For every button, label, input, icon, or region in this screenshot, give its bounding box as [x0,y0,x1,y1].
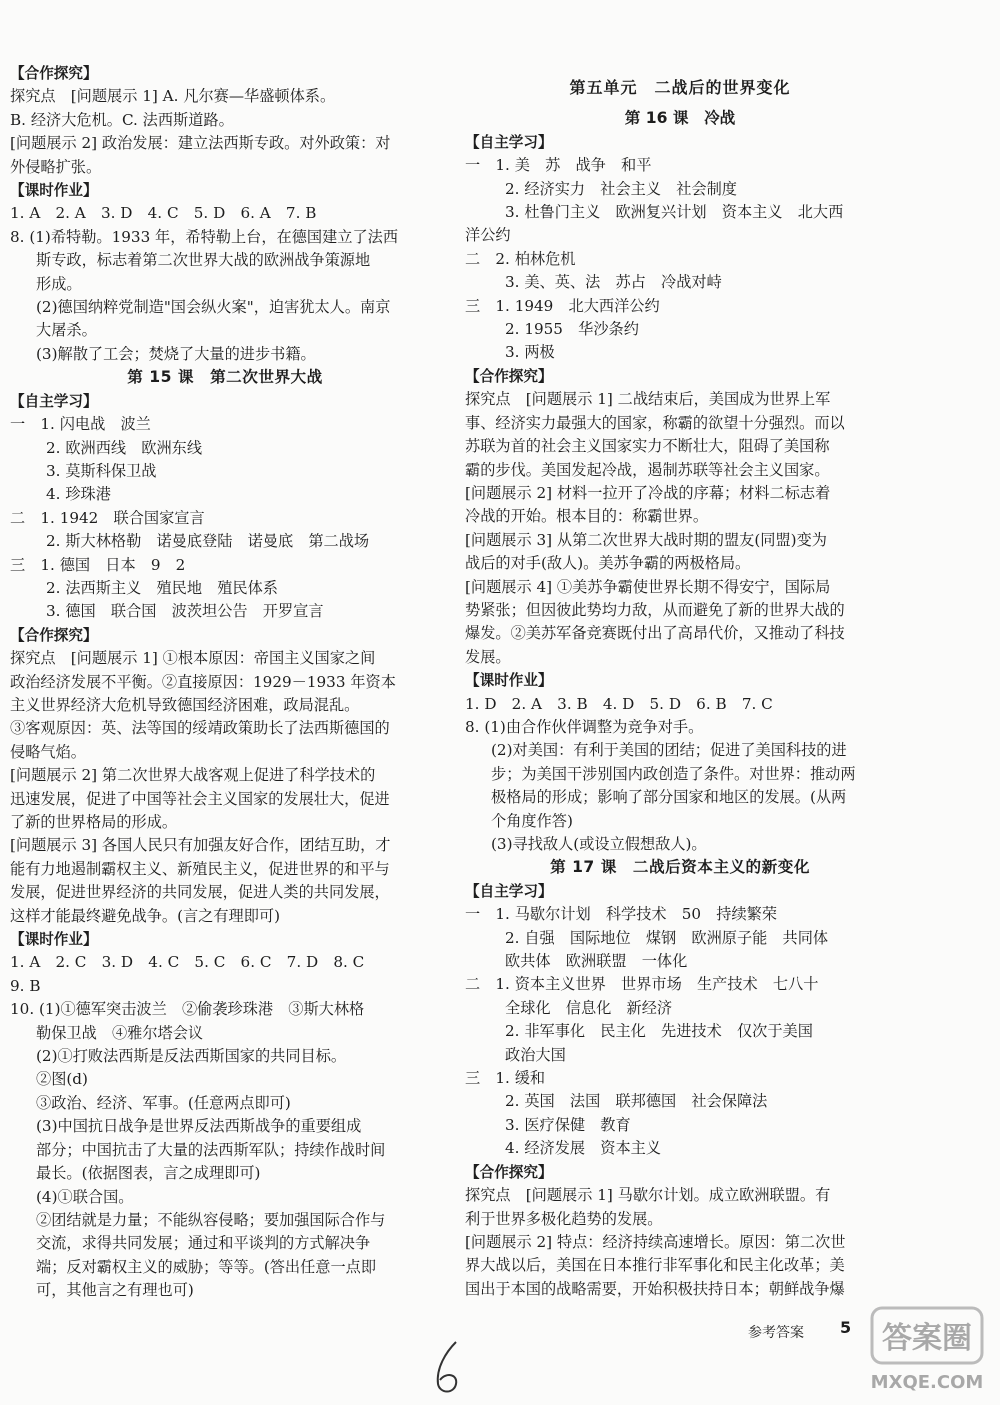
right-line: 界大战以后，美国在日本推行非军事化和民主化改革；美 [465,1256,845,1275]
left-line: 最长。(依据图表，言之成理即可) [36,1164,261,1183]
right-line: 极格局的形成；影响了部分国家和地区的发展。(从两 [491,788,847,807]
left-line: 一 1. 闪电战 波兰 [10,415,151,434]
left-line: 端；反对霸权主义的威胁；等等。(答出任意一点即 [36,1257,377,1276]
section-tag: 【合作探究】 [465,1163,553,1181]
right-line: 政治大国 [505,1045,566,1064]
left-line: 能有力地遏制霸权主义、新殖民主义，促进世界的和平与 [10,859,390,878]
right-line: 3. 美、英、法 苏占 冷战对峙 [505,273,722,292]
right-line: 探究点 [问题展示 1] 二战结束后，美国成为世界上军 [465,390,831,409]
left-line: 迅速发展，促进了中国等社会主义国家的发展壮大，促进 [10,789,390,808]
right-line: 发展。 [465,647,511,666]
lesson-title: 第 16 课 冷战 [624,109,736,128]
left-line: B. 经济大危机。C. 法西斯道路。 [10,110,234,129]
page-number: 5 [840,1318,852,1337]
handwritten-mark [428,1338,468,1398]
left-line: 探究点 [问题展示 1] A. 凡尔赛—华盛顿体系。 [10,87,336,106]
right-line: 二 2. 柏林危机 [465,249,576,268]
left-line: 2. 斯大林格勒 诺曼底登陆 诺曼底 第二战场 [46,532,370,551]
right-line: 苏联为首的社会主义国家实力不断壮大，阻碍了美国称 [465,437,830,456]
right-line: [问题展示 2] 材料一拉开了冷战的序幕；材料二标志着 [465,483,831,502]
left-line: (3)解散了工会；焚烧了大量的进步书籍。 [36,344,316,363]
right-line: 一 1. 马歇尔计划 科学技术 50 持续繁荣 [465,905,778,924]
right-line: 2. 自强 国际地位 煤钢 欧洲原子能 共同体 [505,928,829,947]
right-line: 3. 医疗保健 教育 [505,1115,631,1134]
right-line: 个角度作答) [491,811,573,830]
right-line: 2. 非军事化 民主化 先进技术 仅次于美国 [505,1022,813,1041]
footer-label: 参考答案 [748,1325,804,1341]
right-line: 4. 经济发展 资本主义 [505,1139,662,1158]
right-line: 2. 1955 华沙条约 [505,320,639,339]
left-line: 2. 欧洲西线 欧洲东线 [46,438,203,457]
section-tag: 【合作探究】 [10,626,98,644]
left-line: 部分；中国抗击了大量的法西斯军队；持续作战时间 [36,1140,386,1159]
lesson-title: 第五单元 二战后的世界变化 [569,78,791,97]
left-line: (2)①打败法西斯是反法西斯国家的共同目标。 [36,1047,347,1066]
left-line: 这样才能最终避免战争。(言之有理即可) [10,906,281,925]
right-line: 欧共体 欧洲联盟 一体化 [505,952,688,971]
right-column [465,62,895,1301]
left-line: [问题展示 2] 第二次世界大战客观上促进了科学技术的 [10,766,376,785]
section-tag: 【课时作业】 [10,182,98,200]
left-line: 二 1. 1942 联合国家宣言 [10,508,205,527]
right-line: 1. D 2. A 3. B 4. D 5. D 6. B 7. C [465,694,773,713]
right-line: 二 1. 资本主义世界 世界市场 生产技术 七八十 [465,975,819,994]
right-line: 冷战的开始。根本目的：称霸世界。 [465,507,708,526]
right-line: 爆发。②美苏军备竞赛既付出了高昂代价，又推动了科技 [465,624,845,643]
section-tag: 【课时作业】 [465,672,553,690]
left-line: 政治经济发展不平衡。②直接原因：1929－1933 年资本 [10,672,396,691]
left-line: 主义世界经济大危机导致德国经济困难，政局混乱。 [10,695,360,714]
right-line: 势紧张；但因彼此势均力敌，从而避免了新的世界大战的 [465,600,845,619]
right-line: [问题展示 3] 从第二次世界大战时期的盟友(同盟)变为 [465,530,827,549]
right-line: 探究点 [问题展示 1] 马歇尔计划。成立欧洲联盟。有 [465,1186,831,1205]
left-line: 10. (1)①德军突击波兰 ②偷袭珍珠港 ③斯大林格 [10,1000,365,1019]
right-line: 全球化 信息化 新经济 [505,998,673,1017]
right-line: 8. (1)由合作伙伴调整为竞争对手。 [465,717,704,736]
left-line: ②图(d) [36,1070,88,1089]
left-line: 斯专政，标志着第二次世界大战的欧洲战争策源地 [36,251,371,270]
lesson-title: 第 15 课 第二次世界大战 [127,368,323,387]
svg-text:MXQE.COM: MXQE.COM [870,1372,984,1393]
left-line: 大屠杀。 [36,321,97,340]
right-line: 2. 经济实力 社会主义 社会制度 [505,179,737,198]
right-line: 三 1. 缓和 [465,1069,546,1088]
left-line: ②团结就是力量；不能纵容侵略；要加强国际合作与 [36,1210,386,1229]
left-line: 2. 法西斯主义 殖民地 殖民体系 [46,578,278,597]
left-line: 8. (1)希特勒。1933 年，希特勒上台，在德国建立了法西 [10,227,399,246]
right-line: 国出于本国的战略需要，开始积极扶持日本；朝鲜战争爆 [465,1279,845,1298]
left-line: 1. A 2. C 3. D 4. C 5. C 6. C 7. D 8. C [10,953,365,972]
svg-text:答案圈: 答案圈 [882,1321,972,1356]
right-line: (3)寻找敌人(或设立假想敌人)。 [491,835,707,853]
left-line: 侵略气焰。 [10,742,86,761]
right-line: 霸的步伐。美国发起冷战，遏制苏联等社会主义国家。 [465,460,830,479]
right-line: 洋公约 [465,226,511,245]
right-line: 利于世界多极化趋势的发展。 [465,1209,663,1228]
left-column [10,62,440,1303]
section-tag: 【合作探究】 [465,367,553,385]
left-line: 了新的世界格局的形成。 [10,813,178,831]
left-line: 交流，求得共同发展；通过和平谈判的方式解决争 [36,1234,371,1253]
left-line: ③政治、经济、军事。(任意两点即可) [36,1093,291,1112]
right-line: 步；为美国干涉别国内政创造了条件。对世界：推动两 [491,764,856,783]
right-line: 三 1. 1949 北大西洋公约 [465,296,660,315]
left-line: ③客观原因：英、法等国的绥靖政策助长了法西斯德国的 [10,719,390,738]
left-line: 可，其他言之有理也可) [36,1281,194,1300]
right-line: 3. 两极 [505,343,555,362]
left-line: (2)德国纳粹党制造"国会纵火案"，迫害犹太人。南京 [36,298,391,317]
left-line: 3. 德国 联合国 波茨坦公告 开罗宣言 [46,602,324,621]
left-line: 发展，促进世界经济的共同发展，促进人类的共同发展， [10,883,390,902]
section-tag: 【合作探究】 [10,65,98,82]
left-line: 3. 莫斯科保卫战 [46,461,157,480]
section-tag: 【自主学习】 [465,882,553,900]
right-line: [问题展示 2] 特点：经济持续高速增长。原因：第二次世 [465,1232,846,1251]
left-line: (4)①联合国。 [36,1187,134,1206]
section-tag: 【自主学习】 [465,133,553,151]
left-line: 形成。 [36,274,82,293]
left-line: 9. B [10,976,41,995]
left-line: 1. A 2. A 3. D 4. C 5. D 6. A 7. B [10,204,317,223]
right-line: 一 1. 美 苏 战争 和平 [465,156,652,175]
right-line: 事、经济实力最强大的国家，称霸的欲望十分强烈。而以 [465,413,845,432]
right-line: 战后的对手(敌人)。美苏争霸的两极格局。 [465,554,751,573]
left-line: [问题展示 3] 各国人民只有加强友好合作，团结互助，才 [10,836,391,855]
left-line: 外侵略扩张。 [10,157,102,176]
section-tag: 【自主学习】 [10,392,98,410]
left-line: 勒保卫战 ④雅尔塔会议 [36,1023,204,1042]
lesson-title: 第 17 课 二战后资本主义的新变化 [550,858,810,877]
left-line: (3)中国抗日战争是世界反法西斯战争的重要组成 [36,1117,362,1136]
right-line: (2)对美国：有利于美国的团结；促进了美国科技的进 [491,741,847,760]
watermark-logo [862,1258,992,1398]
right-line: 3. 杜鲁门主义 欧洲复兴计划 资本主义 北大西 [505,203,844,222]
left-line: [问题展示 2] 政治发展：建立法西斯专政。对外政策：对 [10,134,391,153]
left-line: 三 1. 德国 日本 9 2 [10,555,186,574]
left-line: 探究点 [问题展示 1] ①根本原因：帝国主义国家之间 [10,649,376,668]
right-line: [问题展示 4] ①美苏争霸使世界长期不得安宁，国际局 [465,577,831,596]
section-tag: 【课时作业】 [10,931,98,949]
left-line: 4. 珍珠港 [46,485,111,504]
right-line: 2. 英国 法国 联邦德国 社会保障法 [505,1092,768,1111]
